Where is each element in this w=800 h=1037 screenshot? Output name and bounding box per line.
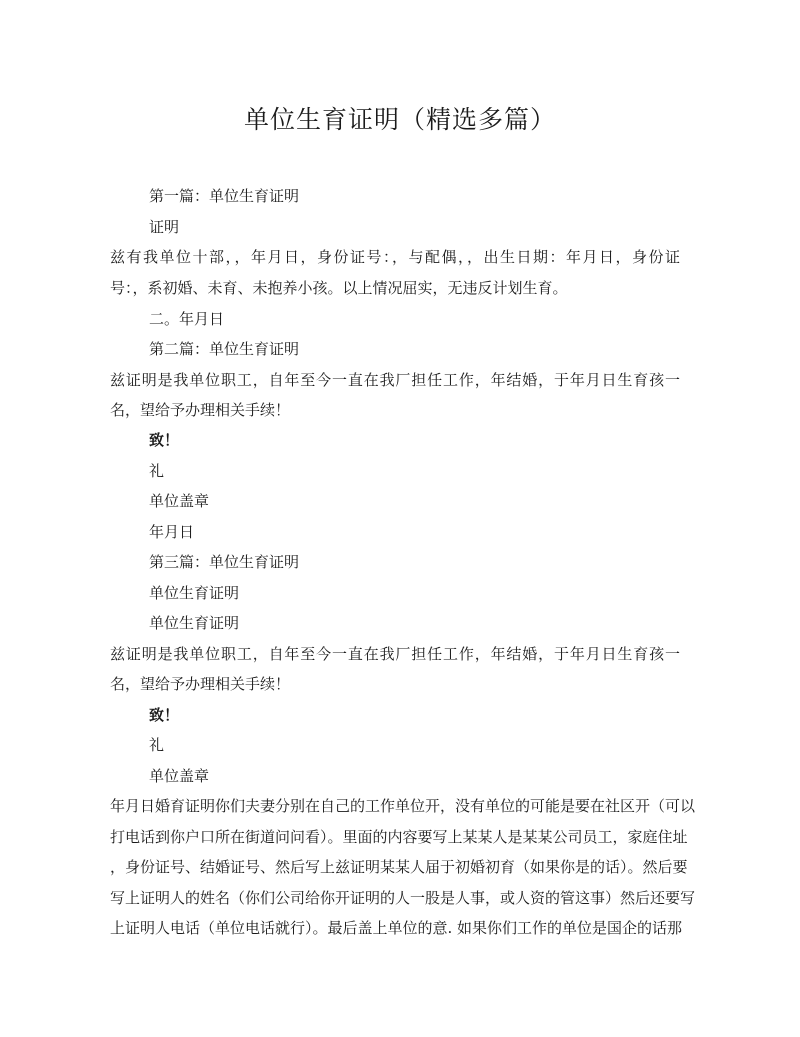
paragraph-line: 兹有我单位十部，，年月日，身份证号：，与配偶，，出生日期：年月日，身份证 xyxy=(110,248,680,266)
paragraph-line: 兹证明是我单位职工，自年至今一直在我厂担任工作，年结婚，于年月日生育孩一 xyxy=(110,645,680,663)
section-heading-2: 第二篇：单位生育证明 xyxy=(149,340,300,358)
paragraph-line: 单位生育证明 xyxy=(149,584,240,602)
paragraph-line: 年月日婚育证明你们夫妻分别在自己的工作单位开，没有单位的可能是要在社区开（可以 xyxy=(110,797,696,815)
paragraph-line: 名，望给予办理相关手续！ xyxy=(110,401,291,419)
paragraph-line: 兹证明是我单位职工，自年至今一直在我厂担任工作，年结婚，于年月日生育孩一 xyxy=(110,371,680,389)
paragraph-line: 写上证明人的姓名（你们公司给你开证明的人一股是人事，或人资的管这事）然后还要写 xyxy=(110,889,696,907)
salutation-line: 致！ xyxy=(149,706,180,724)
paragraph-line: ，身份证号、结婚证号、然后写上兹证明某某人届于初婚初育（如果你是的话）。然后要 xyxy=(110,858,688,876)
paragraph-line: 打电话到你户口所在街道问问看）。里面的内容要写上某某人是某某公司员工，家庭住址 xyxy=(110,828,688,846)
salutation-line: 礼 xyxy=(149,462,165,480)
paragraph-line: 名，望给予办理相关手续！ xyxy=(110,675,291,693)
paragraph-line: 号：，系初婚、未育、未抱养小孩。以上情况屈实，无违反计划生育。 xyxy=(110,279,568,297)
document-title: 单位生育证明（精选多篇） xyxy=(243,105,556,134)
paragraph-line: 单位生育证明 xyxy=(149,614,240,632)
signature-line: 单位盖章 xyxy=(149,492,210,510)
section-heading-3: 第三篇：单位生育证明 xyxy=(149,553,300,571)
paragraph-line: 证明 xyxy=(149,218,180,236)
date-line: 年月日 xyxy=(149,523,195,541)
salutation-line: 礼 xyxy=(149,736,165,754)
paragraph-line: 上证明人电话（单位电话就行）。最后盖上单位的意. 如果你们工作的单位是国企的话那 xyxy=(110,919,683,937)
section-heading-1: 第一篇：单位生育证明 xyxy=(149,187,300,205)
salutation-line: 致！ xyxy=(149,431,180,449)
signature-line: 单位盖章 xyxy=(149,767,210,785)
paragraph-line: 二。年月日 xyxy=(149,310,225,328)
